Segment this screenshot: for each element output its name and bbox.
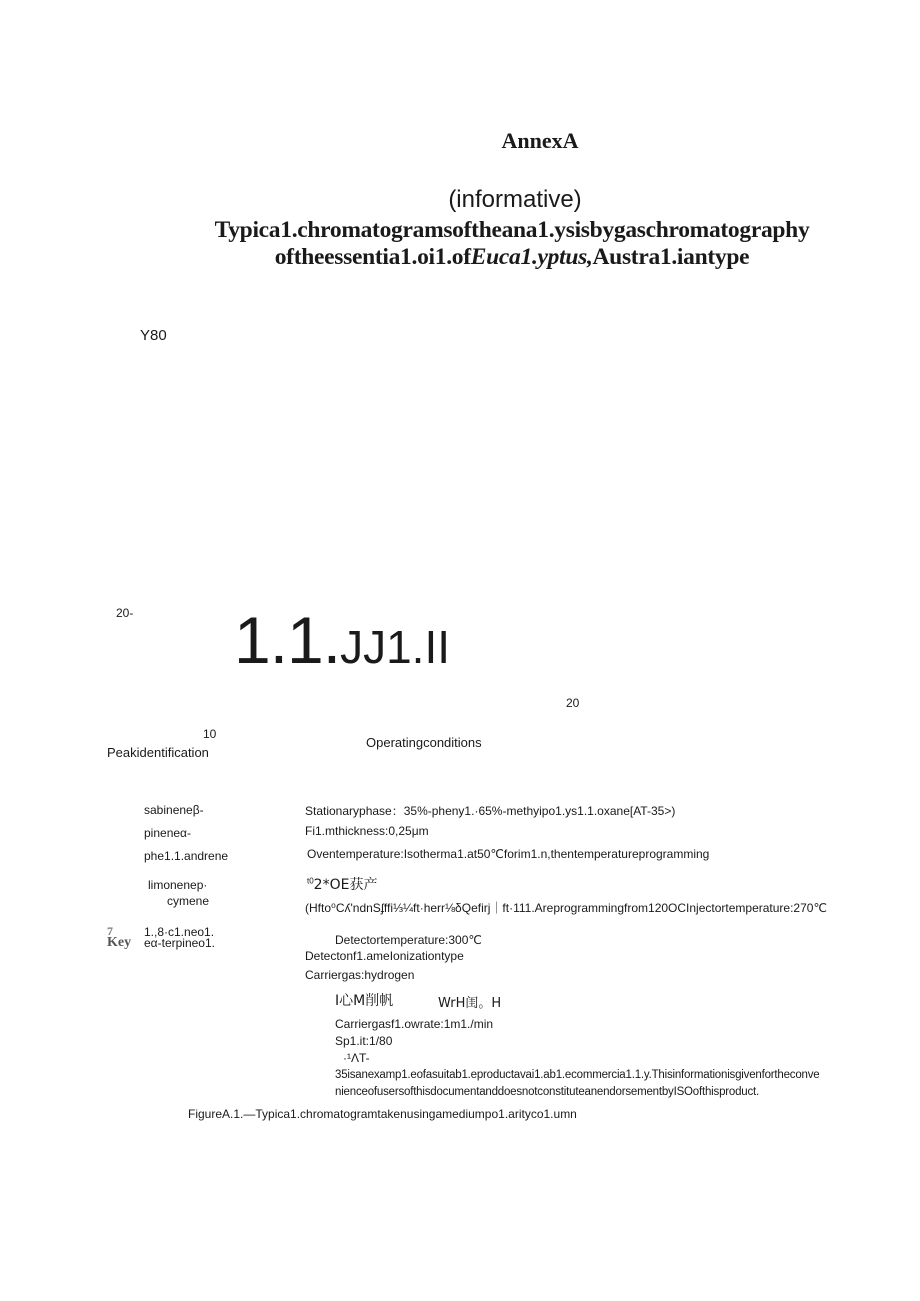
document-title-line-2 bbox=[0, 244, 920, 271]
peak-item: cymene bbox=[167, 894, 210, 908]
detector-temperature: Detectortemperature:300℃ bbox=[335, 933, 482, 947]
annex-type: (informative) bbox=[448, 186, 582, 213]
operating-conditions-heading: Operatingconditions bbox=[366, 735, 482, 750]
chromatogram-peaks-text bbox=[234, 602, 450, 678]
y-axis-label-mid: 20- bbox=[116, 606, 134, 620]
garbled-text-2: (Hfto⁰Cʎ'ndnSʄffi⅓¼ft·herr⅛δQefirj｜ft·111.Areprogrammingfrom120OCInjectortemperature:270℃ bbox=[305, 901, 827, 915]
title-line-2-suffix: Austra1.iantype bbox=[592, 244, 750, 270]
peak-identification-heading: Peakidentification bbox=[107, 745, 209, 760]
detector-type: Detectonf1.ameIonizationtype bbox=[305, 949, 464, 963]
stationary-phase: Stationaryphase：35%-pheny1.·65%-methyipo1.ys1.1.oxane[AT-35>) bbox=[305, 804, 676, 818]
x-axis-tick-10: 10 bbox=[203, 727, 217, 741]
annex-title: AnnexA bbox=[501, 128, 579, 153]
peak-item: 1.,8·c1.neo1. bbox=[144, 925, 215, 939]
footnote-line-1: 35isanexamp1.eofasuitab1.eproductavai1.ab1.ecommercia1.1.y.Thisinformationisgivenfortheconve bbox=[335, 1069, 820, 1081]
y-axis-label-top: Y80 bbox=[140, 327, 167, 344]
garbled-text-1-sup: t0 bbox=[307, 876, 314, 886]
carrier-gas: Carriergas:hydrogen bbox=[305, 968, 415, 982]
peak-item: eα-terpineo1. bbox=[144, 936, 215, 950]
key-logo-digit: 7 bbox=[107, 924, 113, 938]
split-ratio: Sp1.it:1/80 bbox=[335, 1034, 393, 1048]
carrier-gas-flow-rate: Carriergasf1.owrate:1m1./min bbox=[335, 1017, 494, 1031]
title-line-2-italic: Euca1.yptus, bbox=[470, 244, 593, 270]
title-line-2-prefix: oftheessentia1.oi1.of bbox=[274, 244, 471, 270]
peak-item: sabineneβ- bbox=[144, 803, 204, 817]
garbled-text-1-body: 2*OE获产 bbox=[313, 877, 378, 893]
oven-temperature: Oventemperature:Isotherma1.at50℃forim1.n,thentemperatureprogramming bbox=[307, 847, 710, 861]
key-logo-word: Key bbox=[107, 935, 132, 950]
peaks-text-tail: JJ1.II bbox=[340, 621, 451, 673]
film-thickness: Fi1.mthickness:0,25μm bbox=[305, 824, 429, 838]
key-logo bbox=[107, 926, 131, 948]
peak-item: pineneα- bbox=[144, 826, 191, 840]
footnote-line-2: nienceofusersofthisdocumentanddoesnotconstituteanendorsementbyISOofthisproduct. bbox=[335, 1086, 760, 1098]
x-axis-tick-20: 20 bbox=[566, 696, 580, 710]
peak-item: limonenep· bbox=[148, 878, 208, 892]
garbled-text-3a: I心M削帆 bbox=[335, 993, 394, 1009]
figure-caption: FigureA.1.—Typica1.chromatogramtakenusingamediumpo1.arityco1.umn bbox=[188, 1107, 577, 1121]
document-title-line-1: Typica1.chromatogramsoftheana1.ysisbygaschromatography bbox=[214, 217, 810, 243]
footnote-marker: ·¹ΛT- bbox=[343, 1051, 370, 1065]
garbled-text-3b: WrH闺。H bbox=[438, 996, 502, 1011]
peak-item: phe1.1.andrene bbox=[144, 849, 229, 863]
garbled-text-1 bbox=[307, 874, 377, 894]
peaks-text-main: 1.1. bbox=[234, 603, 341, 677]
